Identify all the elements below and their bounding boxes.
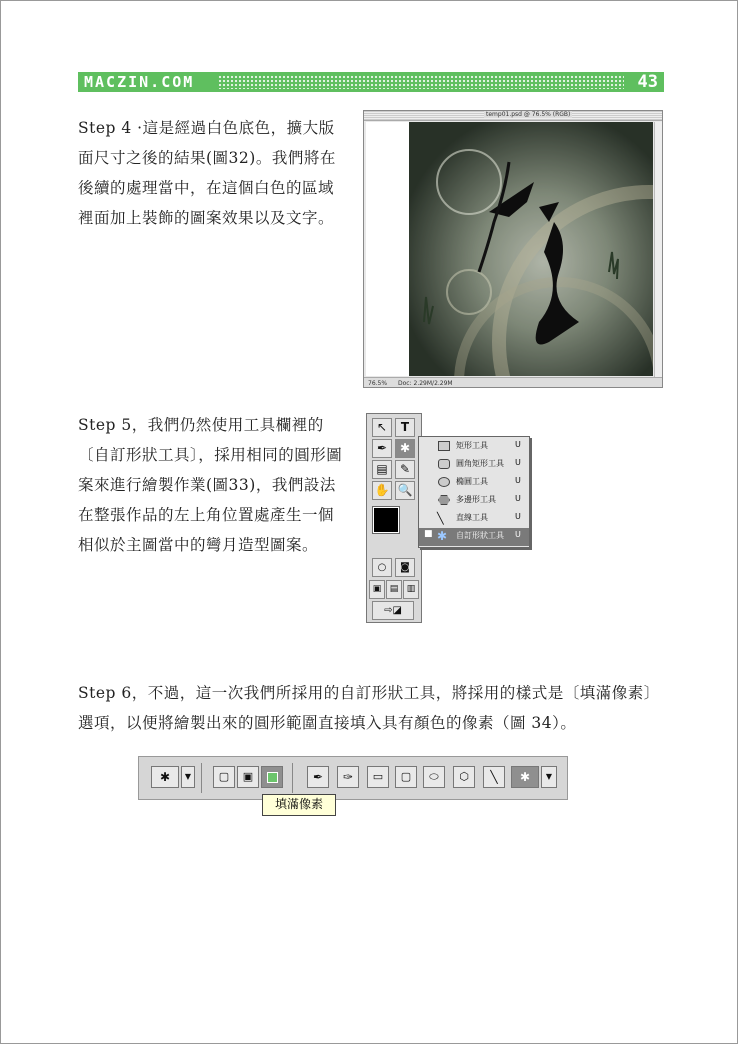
polygon-icon — [438, 495, 450, 505]
step5-paragraph: Step 5，我們仍然使用工具欄裡的〔自訂形狀工具〕，採用相同的圓形圖案來進行繪製作業(圖33)，我們設法在整張作品的左上角位置處產生一個相似於主圖當中的彎月造型圖案。 — [78, 416, 343, 554]
zoom-level[interactable]: 76.5% — [368, 380, 388, 387]
vertical-scrollbar[interactable] — [654, 122, 662, 377]
header-dot-pattern — [218, 75, 624, 89]
screen-mode-standard-icon[interactable]: ▣ — [369, 580, 385, 599]
separator — [201, 763, 202, 793]
line-icon: ╲ — [437, 512, 444, 525]
move-tool-icon[interactable]: ↖ — [372, 418, 392, 437]
foreground-color-swatch[interactable] — [373, 507, 399, 533]
jump-to-imageready-icon[interactable]: ⇨◪ — [372, 601, 414, 620]
white-canvas-area — [366, 122, 409, 376]
flyout-item-line[interactable]: ╲ 直線工具 U — [437, 512, 521, 525]
tool-preset-picker-icon[interactable]: ✱ — [151, 766, 179, 788]
quickmask-mode-icon[interactable]: ◙ — [395, 558, 415, 577]
shape-dropdown-arrow-icon[interactable]: ▼ — [541, 766, 557, 788]
notes-tool-icon[interactable]: ▤ — [372, 460, 392, 479]
step6-paragraph: Step 6，不過，這一次我們所採用的自訂形狀工具，將採用的樣式是〔填滿像素〕選項，以便將繪製出來的圓形範圍直接填入具有顏色的像素（圖 34）。 — [78, 684, 660, 732]
ellipse-option-icon[interactable]: ⬭ — [423, 766, 445, 788]
screen-mode-full-menu-icon[interactable]: ▤ — [386, 580, 402, 599]
custom-shape-icon: ✱ — [437, 529, 448, 543]
separator — [292, 763, 293, 793]
pen-tool-option-icon[interactable]: ✒ — [307, 766, 329, 788]
hand-tool-icon[interactable]: ✋ — [372, 481, 392, 500]
eyedropper-tool-icon[interactable]: ✎ — [395, 460, 415, 479]
freeform-pen-option-icon[interactable]: ✑ — [337, 766, 359, 788]
flyout-item-ellipse[interactable]: 橢圓工具 U — [419, 474, 529, 492]
screen-mode-full-icon[interactable]: ▥ — [403, 580, 419, 599]
flyout-item-rounded-rectangle[interactable]: 圓角矩形工具 U — [419, 456, 529, 474]
rounded-rectangle-icon — [438, 459, 450, 469]
shape-tool-flyout-menu — [418, 436, 530, 548]
figure-32-image-window — [363, 110, 663, 388]
preset-dropdown-arrow-icon[interactable]: ▼ — [181, 766, 195, 788]
custom-shape-option-icon[interactable]: ✱ — [511, 766, 539, 788]
fill-pixels-icon — [267, 772, 278, 783]
figure-33-toolbox — [366, 413, 422, 623]
flyout-item-custom-shape[interactable]: ■ ✱ 自訂形狀工具 U — [419, 528, 529, 546]
pen-tool-icon[interactable]: ✒ — [372, 439, 392, 458]
shape-layers-button-icon[interactable]: ▢ — [213, 766, 235, 788]
site-name: MACZIN.COM — [84, 73, 195, 91]
type-tool-icon[interactable]: T — [395, 418, 415, 437]
standard-mode-icon[interactable]: ○ — [372, 558, 392, 577]
document-size: Doc: 2.29M/2.29M — [398, 380, 453, 387]
zoom-tool-icon[interactable]: 🔍 — [395, 481, 415, 500]
color-swatches[interactable] — [373, 507, 413, 547]
step4-paragraph: Step 4 ·這是經過白色底色，擴大版面尺寸之後的結果(圖32)。我們將在後續的處理當中，在這個白色的區域裡面加上裝飾的圖案效果以及文字。 — [78, 119, 336, 227]
rectangle-option-icon[interactable]: ▭ — [367, 766, 389, 788]
fill-pixels-tooltip: 填滿像素 — [262, 794, 336, 816]
line-option-icon[interactable]: ╲ — [483, 766, 505, 788]
polygon-option-icon[interactable]: ⬡ — [453, 766, 475, 788]
flyout-item-polygon[interactable]: 多邊形工具 U — [419, 492, 529, 510]
rectangle-icon — [438, 441, 450, 451]
page-number: 43 — [634, 72, 658, 92]
ellipse-icon — [438, 477, 450, 487]
artwork-image — [409, 122, 653, 376]
paths-button-icon[interactable]: ▣ — [237, 766, 259, 788]
page-header-band — [78, 72, 664, 92]
selected-marker: ■ — [424, 529, 433, 539]
flyout-item-rectangle[interactable]: 矩形工具 U — [419, 438, 529, 456]
figure-34-options-bar — [138, 756, 568, 800]
rounded-rectangle-option-icon[interactable]: ▢ — [395, 766, 417, 788]
custom-shape-tool-icon[interactable]: ✱ — [395, 439, 415, 458]
fill-pixels-button[interactable] — [261, 766, 283, 788]
window-title: temp01.psd @ 76.5% (RGB) — [486, 111, 571, 118]
